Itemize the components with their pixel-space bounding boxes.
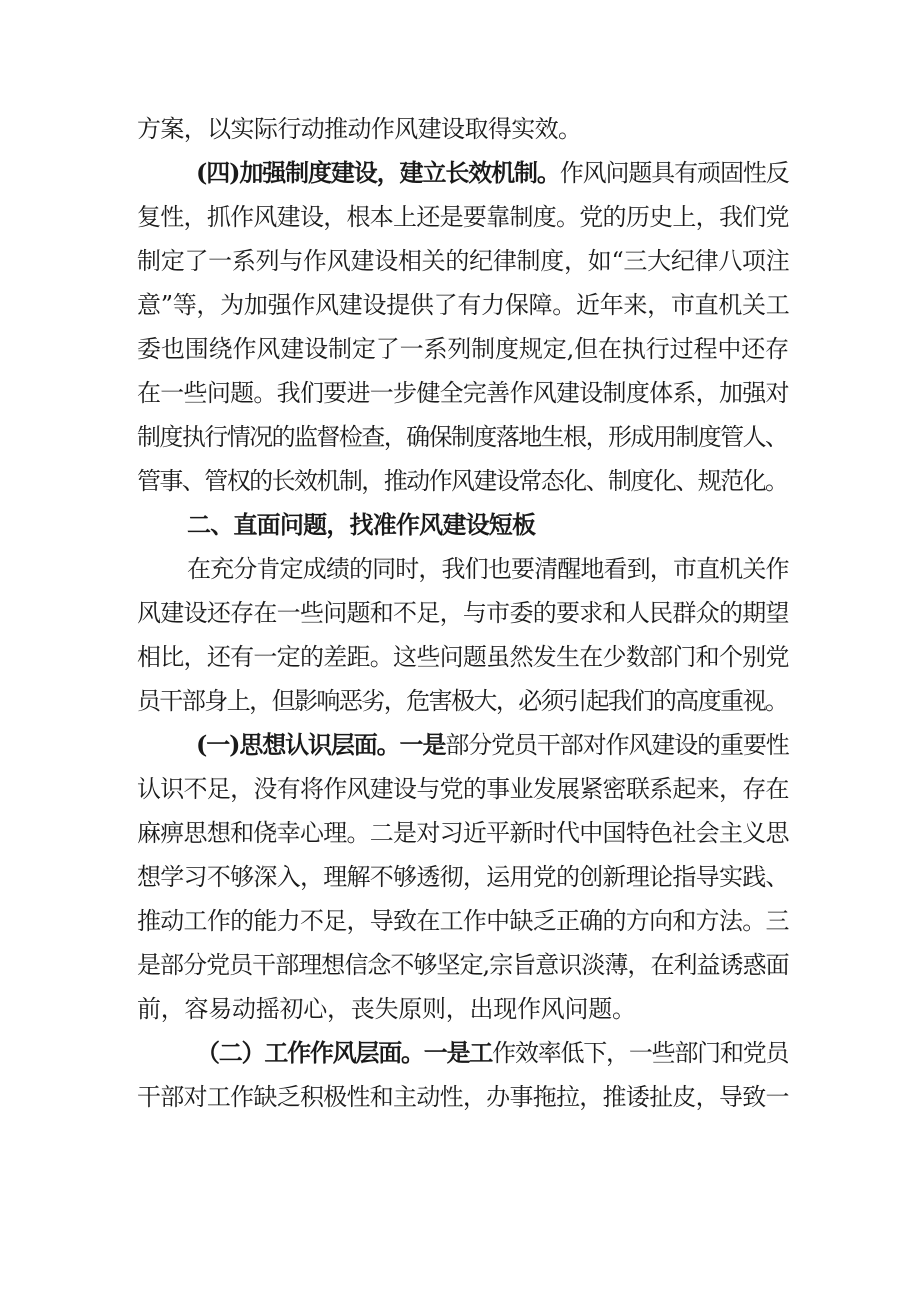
body-text: 想学习不够深入，理解不够透彻，运用党的创新理论指导实践、 <box>137 863 789 891</box>
body-text: 制定了一系列与作风建设相关的纪律制度，如“三大纪律八项注 <box>137 247 790 275</box>
paragraph-line <box>137 327 790 371</box>
body-text: 是部分党员干部理想信念不够坚定,宗旨意识淡薄，在利益诱惑面 <box>137 951 789 979</box>
body-text: 前，容易动摇初心，丧失原则，出现作风问题。 <box>137 995 636 1023</box>
paragraph-line <box>196 151 790 195</box>
heading-text: (一)思想认识层面。一是 <box>196 730 446 759</box>
paragraph-line <box>187 547 790 591</box>
body-text: 相比，还有一定的差距。这些问题虽然发生在少数部门和个别党 <box>137 643 789 671</box>
body-text: 方案，以实际行动推动作风建设取得实效。 <box>137 115 582 143</box>
paragraph-line <box>137 371 790 415</box>
body-text: 部分党员干部对作风建设的重要性 <box>445 731 789 759</box>
body-text: 作风问题具有顽固性反 <box>559 159 789 187</box>
body-text: 管事、管权的长效机制，推动作风建设常态化、制度化、规范化。 <box>137 467 788 495</box>
paragraph-line <box>137 987 637 1031</box>
paragraph-line <box>196 1031 790 1075</box>
body-text: 员干部身上，但影响恶劣，危害极大，必须引起我们的高度重视。 <box>137 687 788 715</box>
paragraph-line <box>137 195 790 239</box>
paragraph-line <box>137 239 790 283</box>
paragraph-line <box>137 899 790 943</box>
paragraph-line <box>137 679 790 723</box>
body-text: 复性，抓作风建设，根本上还是要靠制度。党的历史上，我们党 <box>137 203 789 231</box>
paragraph-line <box>137 283 790 327</box>
body-text: 作效率低下，一些部门和党员 <box>492 1039 789 1067</box>
body-text: 麻痹思想和侥幸心理。二是对习近平新时代中国特色社会主义思 <box>137 819 789 847</box>
paragraph-line <box>137 415 790 459</box>
body-text: 制度执行情况的监督检查，确保制度落地生根，形成用制度管人、 <box>137 423 788 451</box>
paragraph-line <box>137 591 790 635</box>
heading-text: （二）工作作风层面。一是工 <box>196 1038 493 1067</box>
paragraph-line <box>137 459 790 503</box>
paragraph-line <box>137 1075 790 1119</box>
body-text: 认识不足，没有将作风建设与党的事业发展紧密联系起来，存在 <box>137 775 789 803</box>
body-text: 委也围绕作风建设制定了一系列制度规定,但在执行过程中还存 <box>137 335 789 363</box>
paragraph-line <box>137 943 790 987</box>
paragraph-line <box>137 811 790 855</box>
paragraph-line <box>137 855 790 899</box>
paragraph-line <box>137 107 583 151</box>
paragraph-line <box>137 635 790 679</box>
body-text: 在一些问题。我们要进一步健全完善作风建设制度体系，加强对 <box>137 379 789 407</box>
paragraph-line <box>137 767 790 811</box>
body-text: 意”等，为加强作风建设提供了有力保障。近年来，市直机关工 <box>137 291 790 319</box>
body-text: 在充分肯定成绩的同时，我们也要清醒地看到，市直机关作 <box>187 555 789 583</box>
heading-text: 二、直面问题，找准作风建设短板 <box>187 510 536 539</box>
paragraph-line <box>196 723 790 767</box>
paragraph-line <box>187 503 537 547</box>
body-text: 干部对工作缺乏积极性和主动性，办事拖拉，推诿扯皮，导致一 <box>137 1083 789 1111</box>
heading-text: (四)加强制度建设，建立长效机制。 <box>196 158 560 187</box>
body-text: 推动工作的能力不足，导致在工作中缺乏正确的方向和方法。三 <box>137 907 789 935</box>
body-text: 风建设还存在一些问题和不足，与市委的要求和人民群众的期望 <box>137 599 789 627</box>
